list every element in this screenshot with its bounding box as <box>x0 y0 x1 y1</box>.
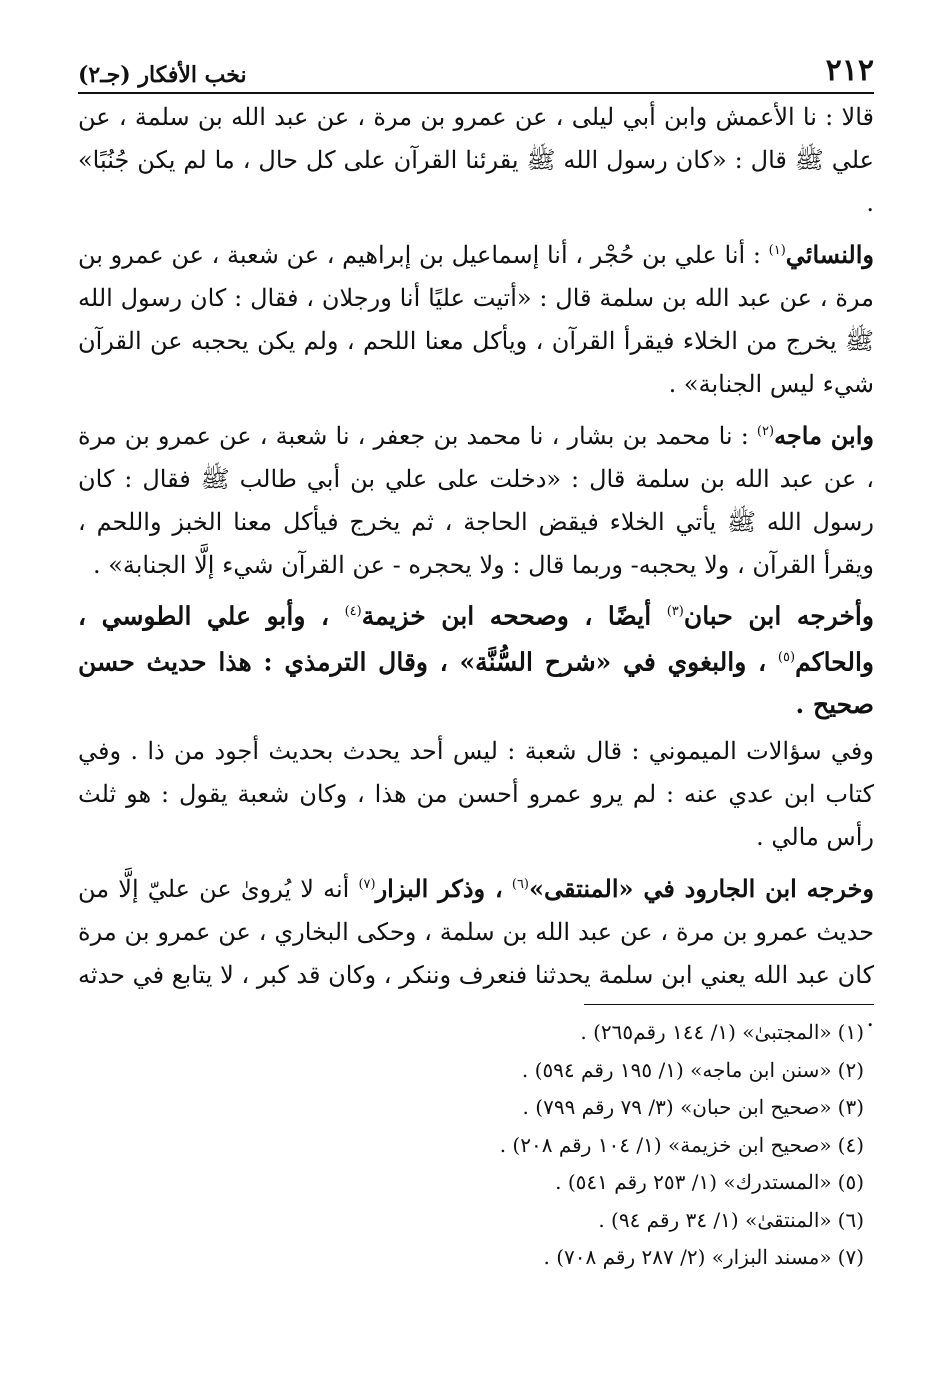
footnote-5 <box>78 1164 864 1202</box>
footnote-text: «المستدرك» (١/ ٢٥٣ رقم ٥٤١) . <box>555 1170 832 1194</box>
paragraph-ibn-majah-text: : نا محمد بن بشار ، نا محمد بن جعفر ، نا شعبة ، عن عمرو بن مرة ، عن عبد الله بن سلمة قال : «دخلت على علي بن أبي طالب ﷺ فقال : كان رسول الله ﷺ يأتي الخلاء فيقض الحاجة ، ثم يخرج فيأكل معنا الخبز واللحم ، ويقرأ القرآن ، ولا يحجبه- وربما قال : ولا يحجره - عن القرآن شيء إلَّا الجنابة» . <box>78 422 874 579</box>
footnote-ref-1[interactable]: (١) <box>768 243 786 258</box>
footnote-text: «مسند البزار» (٢/ ٢٨٧ رقم ٧٠٨) . <box>543 1245 832 1269</box>
takhrij-part-2: أيضًا ، وصححه ابن خزيمة <box>361 601 652 631</box>
footnote-6 <box>78 1202 864 1240</box>
footnote-3 <box>78 1089 864 1127</box>
footnote-ref-6[interactable]: (٦) <box>511 876 529 892</box>
footnote-7 <box>78 1239 864 1277</box>
paragraph-1 <box>78 96 874 225</box>
paragraph-jarud-middle: ، وذكر البزار <box>375 873 503 903</box>
footnote-1 <box>78 1014 864 1052</box>
footnote-2 <box>78 1052 864 1090</box>
footnote-ref-4[interactable]: (٤) <box>344 604 362 619</box>
footnote-text: «المنتقىٰ» (١/ ٣٤ رقم ٩٤) . <box>598 1207 832 1232</box>
paragraph-nasai-lead: والنسائي <box>785 240 874 269</box>
paragraph-takhrij <box>78 591 874 726</box>
footnote-number: (٣) <box>837 1095 864 1119</box>
footnote-ref-3[interactable]: (٣) <box>666 604 684 619</box>
paragraph-1-text: قالا : نا الأعمش وابن أبي ليلى ، عن عمرو بن مرة ، عن عبد الله بن سلمة ، عن علي ﷺ قال : «كان رسول الله ﷺ يقرئنا القرآن على كل حال ، ما لم يكن جُنُبًا» . <box>78 103 874 217</box>
footnote-text: «صحيح ابن حبان» (٣/ ٧٩ رقم ٧٩٩) . <box>522 1095 832 1119</box>
page-header <box>78 36 874 94</box>
paragraph-ibn-majah-lead: وابن ماجه <box>774 421 874 450</box>
paragraph-ibn-majah <box>78 410 874 587</box>
paragraph-nasai-text: : أنا علي بن حُجْر ، أنا إسماعيل بن إبراهيم ، عن شعبة ، عن عمرو بن مرة ، عن عبد الله بن سلمة قال : «أتيت عليًا أنا ورجلان ، فقال : كان رسول الله ﷺ يخرج من الخلاء فيقرأ القرآن ، ويأكل معنا اللحم ، ولم يكن يحجبه عن القرآن شيء ليس الجنابة» . <box>78 241 874 398</box>
takhrij-part-4: ، والبغوي في «شرح السُّنَّة» ، وقال الترمذي : هذا حديث حسن صحيح . <box>78 647 874 719</box>
footnote-number: (٦) <box>837 1207 864 1232</box>
footnote-number: (٧) <box>837 1245 864 1269</box>
paragraph-jarud-text: أنه لا يُروىٰ عن عليّ إلَّا من حديث عمرو بن مرة ، عن عبد الله بن سلمة ، وحكى البخاري ، عن عمرو بن مرة كان عبد الله يعني ابن سلمة يحدثنا فنعرف وننكر ، وكان قد كبر ، لا يتابع في حدثه . <box>78 874 874 1032</box>
footnote-text: «سنن ابن ماجه» (١/ ١٩٥ رقم ٥٩٤) . <box>521 1057 832 1082</box>
takhrij-part-3: ، وأبو علي الطوسي ، والحاكم <box>78 601 874 677</box>
footnote-number: (٥) <box>837 1170 864 1194</box>
takhrij-part-1: وأخرجه ابن حبان <box>683 601 874 631</box>
paragraph-nasai <box>78 229 874 406</box>
footnote-ref-5[interactable]: (٥) <box>777 650 796 666</box>
footnote-number: (٢) <box>837 1057 864 1082</box>
main-text <box>78 96 874 1044</box>
footnote-separator <box>584 1004 874 1005</box>
page-number: ٢١٢ <box>825 53 874 88</box>
footnote-number: (١) <box>837 1020 864 1044</box>
book-title: نخب الأفكار (جـ٢) <box>78 62 247 88</box>
footnotes <box>78 1014 864 1277</box>
footnote-ref-7[interactable]: (٧) <box>358 876 376 892</box>
footnote-text: «صحيح ابن خزيمة» (١/ ١٠٤ رقم ٢٠٨) . <box>499 1132 832 1157</box>
footnote-4 <box>78 1127 864 1165</box>
footnote-number: (٤) <box>837 1132 864 1157</box>
paragraph-jarud-lead: وخرجه ابن الجارود في «المنتقى» <box>529 873 875 903</box>
footnote-ref-2[interactable]: (٢) <box>756 424 775 439</box>
footnote-text: «المجتبىٰ» (١/ ١٤٤ رقم٢٦٥) . <box>580 1020 832 1044</box>
paragraph-maimouni-text: وفي سؤالات الميموني : قال شعبة : ليس أحد يحدث بحديث أجود من ذا . وفي كتاب ابن عدي عنه : لم يرو عمرو أحسن من هذا ، وكان شعبة يقول : هو ثلث رأس مالي . <box>78 736 874 851</box>
paragraph-maimouni <box>78 730 874 859</box>
